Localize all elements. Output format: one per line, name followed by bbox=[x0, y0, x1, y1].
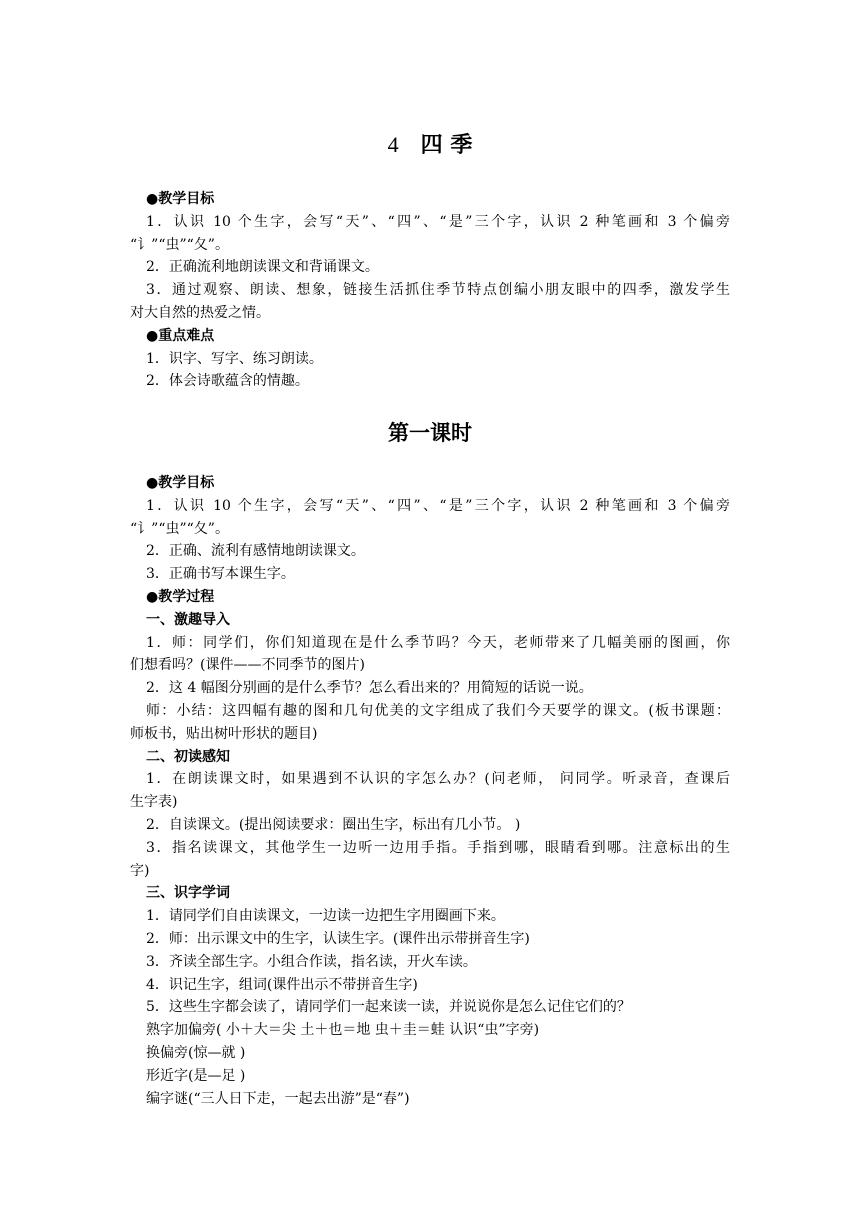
step2-heading: 二、初读感知 bbox=[146, 748, 230, 765]
key-points-heading: ●重点难点 bbox=[146, 327, 215, 344]
step2-item-1-cont: 生字表) bbox=[130, 794, 178, 811]
step3-method-swap: 换偏旁(惊—就 ) bbox=[146, 1044, 246, 1061]
lesson1-goal-1: 1．认识 10 个生字，会写“天”、“四”、“是”三个字，认识 2 种笔画和 3 个偏旁 bbox=[146, 497, 730, 514]
key-point-1: 1．识字、写字、练习朗读。 bbox=[146, 350, 323, 367]
step2-item-3: 3．指名读课文，其他学生一边听一边用手指。手指到哪，眼睛看到哪。注意标出的生 bbox=[146, 839, 730, 856]
lesson-name: 四 季 bbox=[420, 133, 473, 158]
step3-method-radical: 熟字加偏旁( 小＋大＝尖 土＋也＝地 虫＋圭＝蛙 认识“虫”字旁) bbox=[146, 1022, 540, 1039]
step1-item-1: 1．师：同学们，你们知道现在是什么季节吗？今天，老师带来了几幅美丽的图画，你 bbox=[146, 634, 730, 651]
step3-method-riddle: 编字谜(“三人日下走，一起去出游”是“春”) bbox=[146, 1090, 410, 1107]
lesson1-goal-1-cont: “讠”“虫”“夂”。 bbox=[130, 520, 229, 537]
step1-heading: 一、激趣导入 bbox=[146, 611, 230, 628]
lesson1-goal-heading: ●教学目标 bbox=[146, 475, 215, 491]
step2-item-2: 2．自读课文。(提出阅读要求：圈出生字，标出有几小节。 ) bbox=[146, 816, 521, 833]
goal-item-2: 2．正确流利地朗读课文和背诵课文。 bbox=[146, 259, 379, 276]
step1-item-1-cont: 们想看吗？(课件——不同季节的图片) bbox=[130, 657, 365, 674]
step2-item-3-cont: 字) bbox=[130, 862, 150, 879]
key-point-2: 2．体会诗歌蕴含的情趣。 bbox=[146, 373, 309, 390]
step3-item-1: 1．请同学们自由读课文，一边读一边把生字用圈画下来。 bbox=[146, 908, 505, 925]
goal-item-3-cont: 对大自然的热爱之情。 bbox=[130, 304, 270, 321]
process-heading: ●教学过程 bbox=[146, 588, 215, 605]
intro-section bbox=[130, 188, 730, 393]
step1-item-2: 2．这 4 幅图分别画的是什么季节？怎么看出来的？用简短的话说一说。 bbox=[146, 680, 593, 697]
goal-item-3: 3．通过观察、朗读、想象，链接生活抓住季节特点创编小朋友眼中的四季，激发学生 bbox=[146, 282, 730, 299]
lesson1-goal-3: 3．正确书写本课生字。 bbox=[146, 566, 295, 583]
step3-item-3: 3．齐读全部生字。小组合作读，指名读，开火车读。 bbox=[146, 953, 477, 970]
goal-heading: ●教学目标 bbox=[146, 191, 215, 207]
step3-item-5: 5．这些生字都会读了，请同学们一起来读一读，并说说你是怎么记住它们的？ bbox=[146, 999, 631, 1016]
step3-heading: 三、识字学词 bbox=[146, 885, 230, 902]
step1-summary-cont: 师板书，贴出树叶形状的题目) bbox=[130, 725, 318, 742]
goal-item-1-cont: “讠”“虫”“夂”。 bbox=[130, 236, 229, 253]
step3-method-similar: 形近字(是—足 ) bbox=[146, 1067, 246, 1084]
lesson1-goal-2: 2．正确、流利有感情地朗读课文。 bbox=[146, 543, 365, 560]
section-title: 第一课时 bbox=[388, 421, 472, 445]
goal-item-1: 1．认识 10 个生字，会写“天”、“四”、“是”三个字，认识 2 种笔画和 3 个偏旁 bbox=[146, 213, 730, 230]
step3-item-4: 4．识记生字，组词(课件出示不带拼音生字) bbox=[146, 976, 418, 993]
lesson-title bbox=[130, 128, 730, 163]
step3-item-2: 2．师：出示课文中的生字，认读生字。(课件出示带拼音生字) bbox=[146, 930, 530, 947]
lesson-number: 4 bbox=[387, 132, 399, 157]
lesson1-section bbox=[130, 472, 730, 1110]
step2-item-1: 1．在朗读课文时，如果遇到不认识的字怎么办？(问老师， 问同学。听录音，查课后 bbox=[146, 771, 730, 788]
step1-summary: 师：小结：这四幅有趣的图和几句优美的文字组成了我们今天要学的课文。(板书课题： bbox=[146, 702, 730, 719]
